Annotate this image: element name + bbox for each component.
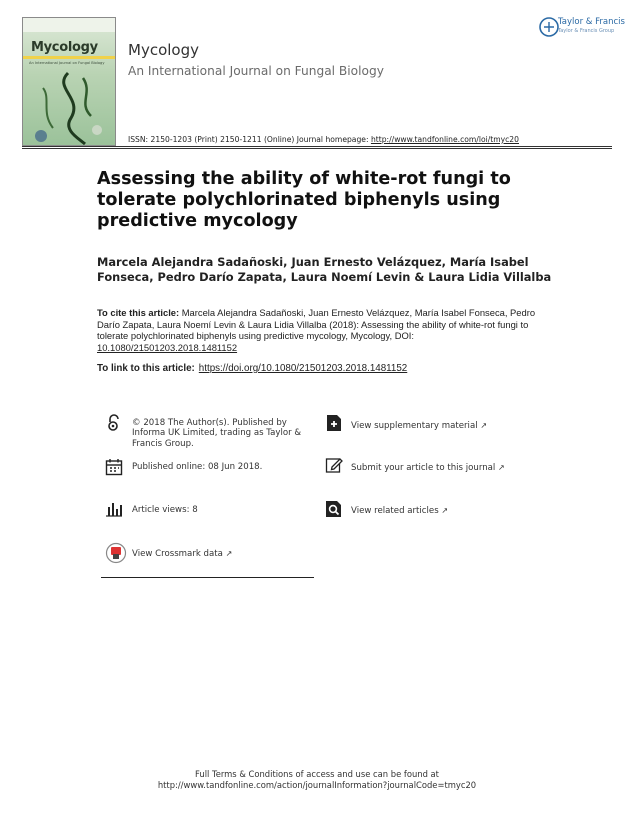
journal-cover-image	[22, 17, 116, 146]
bar-chart-icon	[105, 499, 123, 517]
external-link-icon: ↗	[441, 506, 449, 515]
cite-text: Marcela Alejandra Sadañoski, Juan Ernesto Velázquez, María Isabel Fonseca, Pedro Darío Zapata, Laura Noemí Levin & Laura Lidia Villalba (2018): Assessing the ability of white-rot fungi to tolerate polychlorinated biphenyls using predictive mycology, Mycology, DOI:	[97, 307, 536, 342]
crossmark-link[interactable]	[132, 549, 332, 559]
cite-doi-link[interactable]: 10.1080/21501203.2018.1481152	[97, 341, 238, 353]
crossmark-icon[interactable]	[105, 542, 127, 564]
issn-text: ISSN: 2150-1203 (Print) 2150-1211 (Online) Journal homepage:	[128, 135, 371, 144]
calendar-icon	[105, 458, 123, 476]
related-articles-label: View related articles	[351, 506, 439, 516]
cover-strip	[23, 56, 115, 59]
journal-homepage-link[interactable]: http://www.tandfonline.com/loi/tmyc20	[370, 135, 519, 144]
submit-article-link[interactable]	[351, 463, 505, 473]
article-title: Assessing the ability of white-rot fungi to tolerate polychlorinated biphenyls using predictive mycology	[97, 169, 511, 231]
article-link-line	[97, 363, 549, 374]
published-date-text: Published online: 08 Jun 2018.	[132, 462, 263, 472]
crossmark-label: View Crossmark data	[132, 549, 223, 559]
publisher-logo-line2: Taylor & Francis Group	[558, 28, 615, 34]
submit-article-label: Submit your article to this journal	[351, 463, 496, 473]
related-articles-link[interactable]	[351, 506, 448, 516]
open-access-icon	[105, 414, 123, 432]
footer-terms-link[interactable]: http://www.tandfonline.com/action/journalInformation?journalCode=tmyc20	[157, 780, 477, 790]
journal-name: Mycology	[128, 41, 199, 59]
cite-label: To cite this article:	[97, 307, 180, 318]
journal-subtitle: An International Journal on Fungal Biology	[128, 64, 384, 78]
cover-subtitle: An International Journal on Fungal Biology	[29, 61, 105, 65]
cover-fungal-illustration	[23, 18, 115, 145]
article-authors: Marcela Alejandra Sadañoski, Juan Ernesto Velázquez, María Isabel Fonseca, Pedro Darío Zapata, Laura Noemí Levin & Laura Lidia Villalba	[97, 255, 552, 284]
citation-block	[97, 307, 549, 353]
edit-icon[interactable]	[325, 456, 343, 474]
link-label: To link to this article:	[97, 363, 195, 374]
header-rule-top	[22, 146, 612, 147]
related-search-icon[interactable]	[325, 500, 343, 518]
publisher-logo-icon[interactable]	[539, 16, 559, 38]
issn-line	[128, 135, 519, 144]
supplementary-label: View supplementary material	[351, 421, 478, 431]
info-divider	[101, 577, 314, 578]
external-link-icon: ↗	[225, 549, 233, 558]
publisher-logo-line1: Taylor & Francis	[558, 17, 625, 27]
footer-terms-text: Full Terms & Conditions of access and use can be found at	[195, 769, 439, 779]
cover-title: Mycology	[31, 40, 98, 55]
external-link-icon: ↗	[480, 421, 488, 430]
supplementary-link[interactable]	[351, 421, 487, 431]
external-link-icon: ↗	[498, 463, 505, 472]
license-text: © 2018 The Author(s). Published by Informa UK Limited, trading as Taylor & Francis Group.	[132, 418, 302, 449]
article-doi-link[interactable]: https://doi.org/10.1080/21501203.2018.1481152	[198, 363, 408, 374]
publisher-logo-text[interactable]	[558, 18, 625, 36]
footer	[0, 769, 634, 791]
header-rule-bottom	[22, 148, 612, 149]
supplementary-file-icon[interactable]	[325, 414, 343, 432]
article-views-text: Article views: 8	[132, 505, 198, 515]
